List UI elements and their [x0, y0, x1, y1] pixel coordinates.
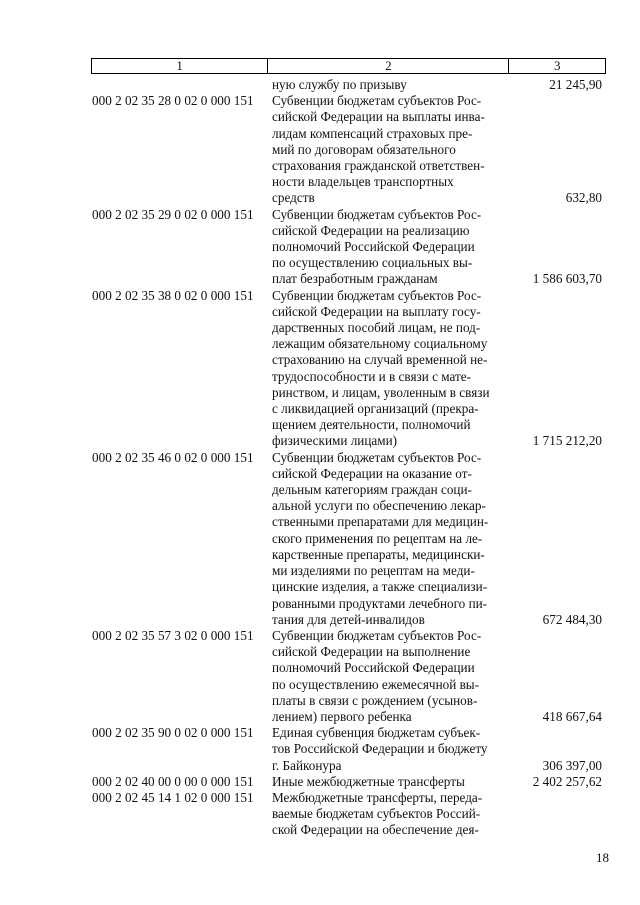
row-amount: 632,80 [565, 190, 602, 206]
budget-code: 000 2 02 35 46 0 02 0 000 151 [92, 449, 254, 465]
budget-code: 000 2 02 35 57 3 02 0 000 151 [92, 627, 254, 643]
column-2-header: 2 [268, 59, 509, 73]
row-amount: 1 586 603,70 [532, 271, 602, 287]
budget-code: 000 2 02 35 29 0 02 0 000 151 [92, 206, 254, 222]
row-description: Субвенции бюджетам субъектов Рос- сийской Федерации на выполнение полномочий Российской Федерации по осуществлению ежемесячной вы- платы в связи с рождением (усынов- лением) первого ребенка [272, 627, 482, 724]
table-row [91, 93, 611, 206]
table-row [91, 628, 611, 725]
table-header [91, 58, 606, 74]
row-description: Субвенции бюджетам субъектов Рос- сийской Федерации на выплаты инва- лидам компенсаций страховых пре- мий по договорам обязательного страхования гражданской ответствен- ности владельцев транспортных средств [272, 93, 485, 206]
budget-code: 000 2 02 45 14 1 02 0 000 151 [92, 789, 254, 805]
row-description: Субвенции бюджетам субъектов Рос- сийской Федерации на реализацию полномочий Российской Федерации по осуществлению социальных вы- плат безработным гражданам [272, 206, 482, 287]
row-description: Единая субвенция бюджетам субъек- тов Российской Федерации и бюджету г. Байконура [272, 725, 488, 773]
column-3-header: 3 [553, 58, 561, 73]
row-description: ную службу по призыву [272, 77, 407, 92]
row-description: Межбюджетные трансферты, переда- ваемые бюджетам субъектов Россий- ской Федерации на обеспечение дея- [272, 789, 483, 838]
budget-code: 000 2 02 35 90 0 02 0 000 151 [92, 725, 254, 741]
row-amount: 21 245,90 [549, 77, 602, 92]
budget-code: 000 2 02 35 28 0 02 0 000 151 [92, 93, 254, 109]
table-body [91, 77, 611, 839]
budget-code [91, 77, 270, 93]
row-description: Субвенции бюджетам субъектов Рос- сийской Федерации на выплату госу- дарственных пособий лицам, не под- лежащим обязательному социальному страхованию на случай временной не- трудоспособности и в связи с мате- ринством, и лицам, уволенным в связи с ликвидацией организаций (прекра- щением деятельности, полномочий физическими лицами) [272, 287, 490, 449]
row-amount: 2 402 257,62 [532, 773, 602, 789]
row-description: Иные межбюджетные трансферты [272, 773, 465, 789]
column-1-header: 1 [92, 59, 268, 73]
page-number: 18 [596, 850, 609, 865]
table-row [91, 77, 611, 93]
table-row [91, 790, 611, 839]
row-amount: 672 484,30 [542, 611, 602, 627]
table-row [91, 288, 611, 450]
row-amount [506, 790, 602, 839]
row-description: Субвенции бюджетам субъектов Рос- сийской Федерации на оказание от- дельным категориям граждан соци- альной услуги по обеспечению лекар- ственными препаратами для медицин- ского применения по рецептам на ле- карственные препараты, медицински- ми изделиями по рецептам на меди- цинские изделия, а также специализи- рованными продуктами лечебного пи- тания для детей-инвалидов [272, 449, 489, 627]
row-amount: 306 397,00 [542, 757, 602, 773]
budget-code: 000 2 02 40 00 0 00 0 000 151 [92, 773, 254, 789]
budget-code: 000 2 02 35 38 0 02 0 000 151 [92, 287, 254, 303]
table-row [91, 207, 611, 288]
row-amount: 1 715 212,20 [532, 433, 602, 449]
row-amount: 418 667,64 [542, 708, 602, 724]
table-row [91, 725, 611, 774]
table-row [91, 450, 611, 628]
table-row [91, 774, 611, 790]
